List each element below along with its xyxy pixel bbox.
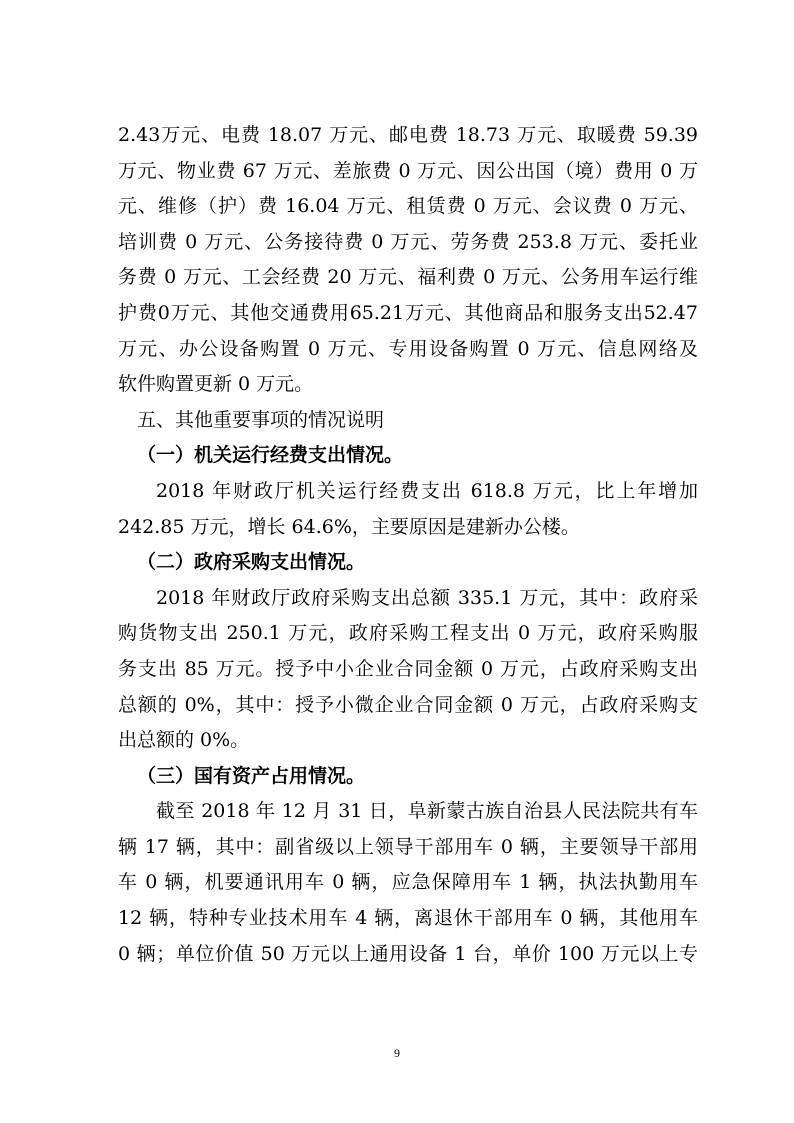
document-body [118,118,698,972]
text-line: 截至 2018 年 12 月 31 日，阜新蒙古族自治县人民法院共有车 [156,800,698,823]
subsection-heading-procurement: （二）政府采购支出情况。 [137,551,366,574]
text-line: 培训费 0 万元、公务接待费 0 万元、劳务费 253.8 万元、委托业 [118,230,698,253]
text-line: 万元、物业费 67 万元、差旅费 0 万元、因公出国（境）费用 0 万 [118,159,698,182]
text-line: 元、维修（护）费 16.04 万元、租赁费 0 万元、会议费 0 万元、 [118,195,698,218]
text-line: 总额的 0%，其中：授予小微企业合同金额 0 万元，占政府采购支 [118,693,698,716]
text-line: 车 0 辆，机要通讯用车 0 辆，应急保障用车 1 辆，执法执勤用车 [118,871,698,894]
text-line: 软件购置更新 0 万元。 [118,373,314,396]
text-line: 务费 0 万元、工会经费 20 万元、福利费 0 万元、公务用车运行维 [118,266,698,289]
text-line: 2.43万元、电费 18.07 万元、邮电费 18.73 万元、取暖费 59.39 [118,124,698,146]
page-number: 9 [394,1046,400,1060]
subsection-heading-operating-costs: （一）机关运行经费支出情况。 [137,444,404,467]
text-line: 2018 年财政厅政府采购支出总额 335.1 万元，其中：政府采 [156,586,698,609]
text-line: 购货物支出 250.1 万元，政府采购工程支出 0 万元，政府采购服 [118,622,698,645]
text-line: 护费0万元、其他交通费用65.21万元、其他商品和服务支出52.47 [118,301,698,324]
text-line: 辆 17 辆，其中：副省级以上领导干部用车 0 辆，主要领导干部用 [118,835,698,858]
text-line: 出总额的 0%。 [118,729,250,752]
operating-costs-paragraph [118,474,698,545]
text-line: 万元、办公设备购置 0 万元、专用设备购置 0 万元、信息网络及 [118,337,698,360]
text-line: 0 辆；单位价值 50 万元以上通用设备 1 台，单价 100 万元以上专 [118,942,698,965]
state-assets-paragraph [118,794,698,972]
text-line: 242.85 万元，增长 64.6%，主要原因是建新办公楼。 [118,515,580,538]
text-line: 2018 年财政厅机关运行经费支出 618.8 万元，比上年增加 [156,479,698,502]
text-line: 务支出 85 万元。授予中小企业合同金额 0 万元，占政府采购支出 [118,657,698,680]
procurement-paragraph [118,581,698,759]
text-line: 12 辆，特种专业技术用车 4 辆，离退休干部用车 0 辆，其他用车 [118,907,698,930]
subsection-heading-state-assets: （三）国有资产占用情况。 [137,764,366,787]
section-heading: 五、其他重要事项的情况说明 [137,408,385,431]
expense-paragraph [118,118,698,403]
